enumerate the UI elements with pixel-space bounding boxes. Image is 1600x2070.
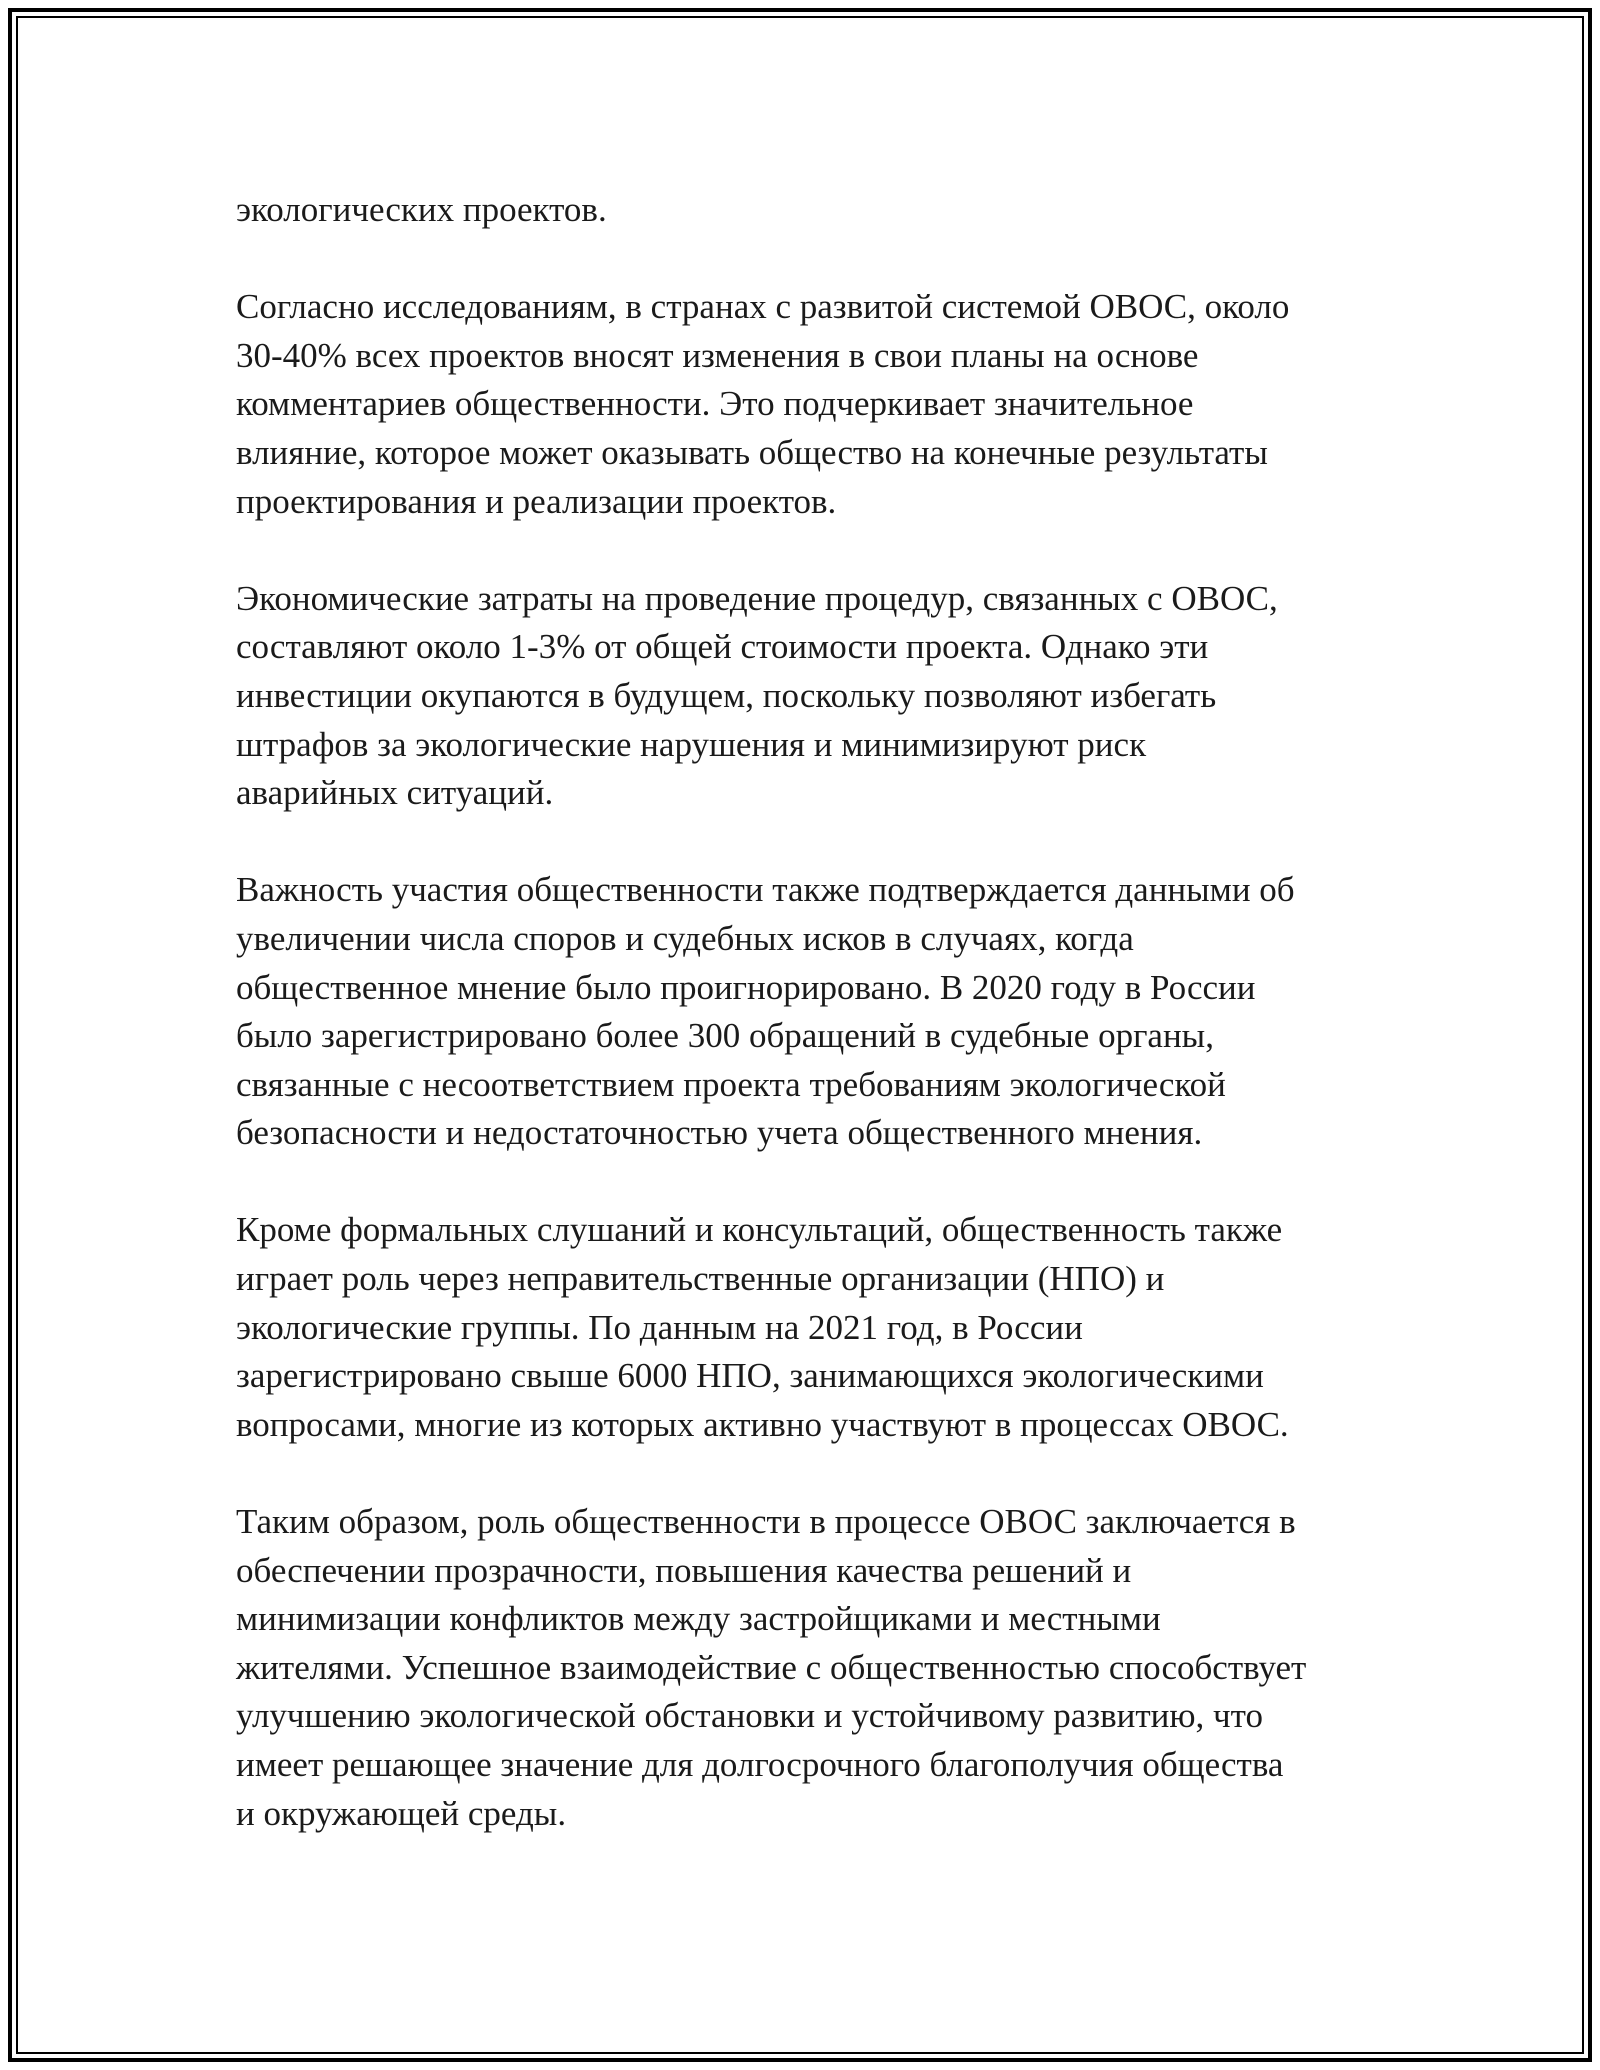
paragraph-line: Кроме формальных слушаний и консультаций, общественность также (236, 1210, 1283, 1250)
document-body (236, 186, 1386, 1838)
paragraph-line: инвестиции окупаются в будущем, поскольку позволяют избегать (236, 675, 1217, 715)
paragraph-line: обеспечении прозрачности, повышения качества решений и (236, 1550, 1132, 1590)
paragraph-line: комментариев общественности. Это подчеркивает значительное (236, 384, 1194, 424)
paragraph-line: и окружающей среды. (236, 1793, 567, 1833)
paragraph-line: минимизации конфликтов между застройщиками и местными (236, 1599, 1161, 1639)
paragraph-line: связанные с несоответствием проекта требованиям экологической (236, 1064, 1226, 1104)
paragraph-line: Экономические затраты на проведение процедур, связанных с ОВОС, (236, 578, 1278, 618)
paragraph-4 (236, 866, 1386, 1158)
paragraph-line: играет роль через неправительственные организации (НПО) и (236, 1259, 1165, 1299)
paragraph-line: зарегистрировано свыше 6000 НПО, занимающихся экологическими (236, 1356, 1264, 1396)
paragraph-line: Важность участия общественности также подтверждается данными об (236, 870, 1295, 910)
paragraph-line: вопросами, многие из которых активно участвуют в процессах ОВОС. (236, 1404, 1289, 1444)
paragraph-line: улучшению экологической обстановки и устойчивому развитию, что (236, 1696, 1263, 1736)
paragraph-line: общественное мнение было проигнорировано. В 2020 году в России (236, 967, 1256, 1007)
paragraph-line: экологические группы. По данным на 2021 год, в России (236, 1307, 1083, 1347)
paragraph-line: было зарегистрировано более 300 обращений в судебные органы, (236, 1016, 1214, 1056)
paragraph-line: аварийных ситуаций. (236, 773, 554, 813)
paragraph-5 (236, 1206, 1386, 1449)
paragraph-line: влияние, которое может оказывать общество на конечные результаты (236, 432, 1268, 472)
paragraph-line: проектирования и реализации проектов. (236, 481, 837, 521)
paragraph-line: имеет решающее значение для долгосрочного благополучия общества (236, 1745, 1284, 1784)
paragraph-1 (236, 186, 1386, 235)
paragraph-line: увеличении числа споров и судебных исков в случаях, когда (236, 918, 1134, 958)
paragraph-line: Согласно исследованиям, в странах с развитой системой ОВОС, около (236, 287, 1290, 327)
paragraph-line: экологических проектов. (236, 190, 607, 229)
paragraph-line: безопасности и недостаточностью учета общественного мнения. (236, 1113, 1203, 1153)
paragraph-line: Таким образом, роль общественности в процессе ОВОС заключается в (236, 1502, 1296, 1542)
paragraph-line: составляют около 1-3% от общей стоимости проекта. Однако эти (236, 627, 1209, 667)
paragraph-line: жителями. Успешное взаимодействие с общественностью способствует (236, 1647, 1307, 1687)
paragraph-line: штрафов за экологические нарушения и минимизируют риск (236, 724, 1147, 764)
paragraph-2 (236, 283, 1386, 526)
paragraph-line: 30-40% всех проектов вносят изменения в свои планы на основе (236, 335, 1199, 375)
paragraph-3 (236, 575, 1386, 818)
paragraph-6 (236, 1498, 1386, 1838)
